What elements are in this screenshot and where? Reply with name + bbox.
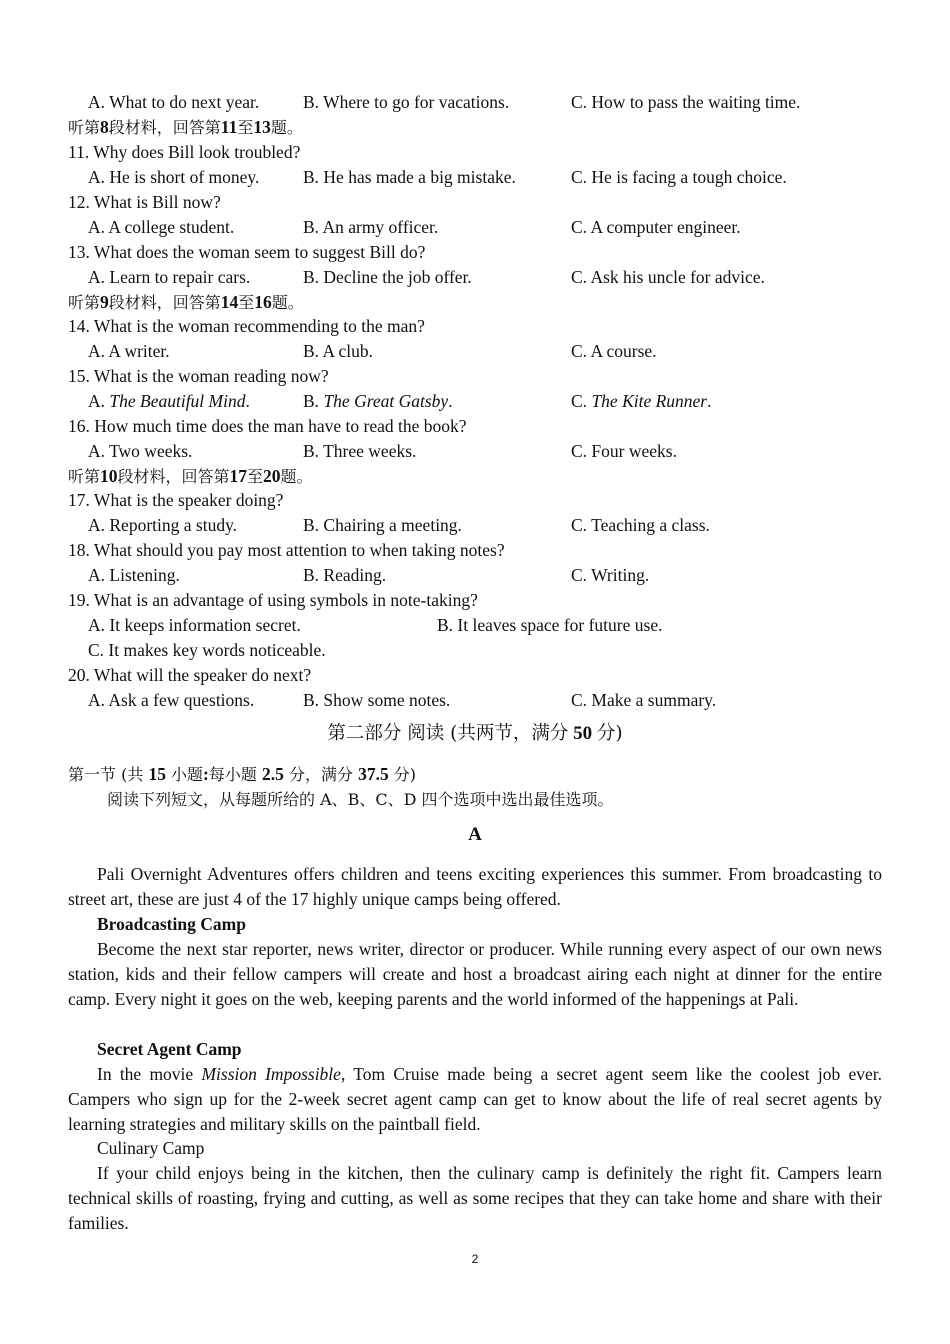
q17-option-b: B. Chairing a meeting. [303, 515, 462, 535]
heading-secret-agent-camp: Secret Agent Camp [97, 1039, 242, 1059]
q17-stem: 17. What is the speaker doing? [68, 490, 284, 510]
q13-option-c: C. Ask his uncle for advice. [571, 267, 765, 287]
q16-option-b: B. Three weeks. [303, 441, 417, 461]
paragraph-culinary: If your child enjoys being in the kitchen, then the culinary camp is definitely the right fit. Campers learn technical skills of roasting, frying and cutting, as well as some recipes that they can take home and share with their families. [68, 1163, 882, 1233]
q15-option-b: B. The Great Gatsby. [303, 391, 453, 411]
heading-culinary-camp: Culinary Camp [97, 1138, 205, 1158]
page-number: 2 [471, 1252, 479, 1266]
q19-stem: 19. What is an advantage of using symbols in note-taking? [68, 590, 478, 610]
q18-option-a: A. Listening. [88, 565, 180, 585]
q11-option-c: C. He is facing a tough choice. [571, 167, 787, 187]
q10-option-a: A. What to do next year. [88, 92, 260, 112]
passage-intro: Pali Overnight Adventures offers children and teens exciting experiences this summer. From broadcasting to street art, these are just 4 of the 17 highly unique camps being offered. [68, 864, 882, 909]
q12-stem: 12. What is Bill now? [68, 192, 221, 212]
q17-option-a: A. Reporting a study. [88, 515, 238, 535]
q14-option-c: C. A course. [571, 341, 657, 361]
q16-stem: 16. How much time does the man have to read the book? [68, 416, 467, 436]
q15-stem: 15. What is the woman reading now? [68, 366, 329, 386]
q13-option-b: B. Decline the job offer. [303, 267, 472, 287]
section-1-heading: 第一节 (共 15 小题:每小题 2.5 分，满分 37.5 分) [68, 764, 417, 784]
q13-stem: 13. What does the woman seem to suggest Bill do? [68, 242, 426, 262]
passage-letter: A [468, 824, 482, 845]
paragraph-secret-agent: In the movie Mission Impossible, Tom Cruise made being a secret agent seem like the coolest job ever. Campers who sign up for the 2-week secret agent camp can get to know about the life of real secret agents by learning strategies and military skills on the paintball field. [68, 1064, 882, 1134]
q18-stem: 18. What should you pay most attention to when taking notes? [68, 540, 505, 560]
q13-option-a: A. Learn to repair cars. [88, 267, 251, 287]
q11-option-b: B. He has made a big mistake. [303, 167, 516, 187]
q14-stem: 14. What is the woman recommending to the man? [68, 316, 425, 336]
section-10-heading: 听第10段材料，回答第17至20题。 [68, 466, 313, 486]
heading-broadcasting-camp: Broadcasting Camp [97, 914, 246, 934]
instruction: 阅读下列短文，从每题所给的 A、B、C、D 四个选项中选出最佳选项。 [107, 790, 614, 809]
q14-option-b: B. A club. [303, 341, 374, 361]
q15-option-c: C. The Kite Runner. [571, 391, 712, 411]
q10-option-b: B. Where to go for vacations. [303, 92, 510, 112]
q12-option-a: A. A college student. [88, 217, 235, 237]
q17-option-c: C. Teaching a class. [571, 515, 710, 535]
section-8-heading: 听第8段材料，回答第11至13题。 [68, 117, 303, 137]
q11-option-a: A. He is short of money. [88, 167, 260, 187]
q11-stem: 11. Why does Bill look troubled? [68, 142, 301, 162]
q10-option-c: C. How to pass the waiting time. [571, 92, 801, 112]
q19-option-c: C. It makes key words noticeable. [88, 640, 326, 660]
q14-option-a: A. A writer. [88, 341, 170, 361]
part-2-heading: 第二部分 阅读 (共两节，满分 50 分) [327, 723, 623, 744]
q20-option-c: C. Make a summary. [571, 690, 717, 710]
q18-option-c: C. Writing. [571, 565, 650, 585]
q19-option-a: A. It keeps information secret. [88, 615, 301, 635]
section-9-heading: 听第9段材料，回答第14至16题。 [68, 292, 304, 312]
q20-stem: 20. What will the speaker do next? [68, 665, 312, 685]
paragraph-broadcasting: Become the next star reporter, news writer, director or producer. While running every aspect of our own news station, kids and their fellow campers will create and host a broadcast airing each night at dinner for the entire camp. Every night it goes on the web, keeping parents and the world informed of the happenings at Pali. [68, 939, 882, 1009]
q15-option-a: A. The Beautiful Mind. [88, 391, 250, 411]
q20-option-a: A. Ask a few questions. [88, 690, 255, 710]
q18-option-b: B. Reading. [303, 565, 387, 585]
q20-option-b: B. Show some notes. [303, 690, 451, 710]
q16-option-a: A. Two weeks. [88, 441, 193, 461]
q12-option-b: B. An army officer. [303, 217, 439, 237]
q12-option-c: C. A computer engineer. [571, 217, 741, 237]
q16-option-c: C. Four weeks. [571, 441, 677, 461]
q19-option-b: B. It leaves space for future use. [437, 615, 663, 635]
